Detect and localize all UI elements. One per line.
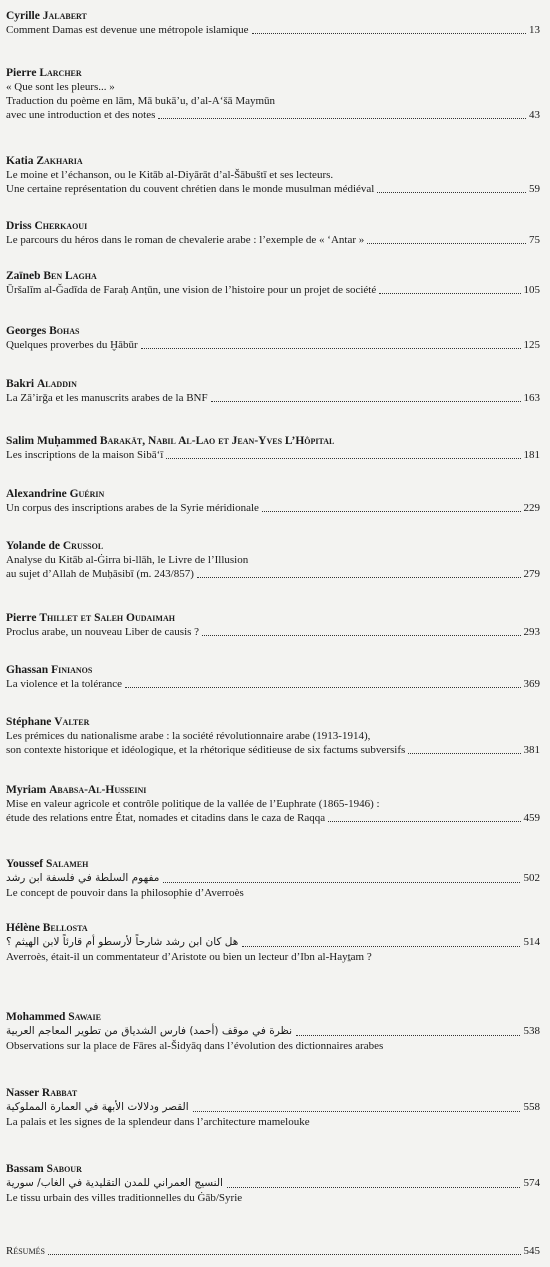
- page-number: 558: [523, 1101, 540, 1113]
- author-name: Georges Bohas: [6, 325, 80, 337]
- author-name: Ghassan Finianos: [6, 664, 93, 676]
- arabic-title-line: النسيج العمراني للمدن التقليدية في الغاب/ سورية 574: [6, 1177, 540, 1189]
- page-number: 59: [529, 183, 540, 195]
- author-name: Alexandrine Guérin: [6, 488, 105, 500]
- arabic-title-line: نظرة في موقف (أحمد) فارس الشدياق من تطوير المعاجم العربية 538: [6, 1025, 540, 1037]
- title-line: La Zā’irǧa et les manuscrits arabes de la BNF 163: [6, 392, 540, 404]
- toc-entry: [6, 67, 540, 122]
- title-line: Comment Damas est devenue une métropole islamique 13: [6, 24, 540, 36]
- title-line: La violence et la tolérance 369: [6, 678, 540, 690]
- toc-entry: [6, 784, 540, 825]
- author-name: Youssef Salameh: [6, 858, 89, 870]
- page-number: 43: [529, 109, 540, 121]
- page-number: 279: [523, 568, 540, 580]
- arabic-title-line: هل كان ابن رشد شارحاً لأرسطو أم قارئاً لابن الهيثم ؟ 514: [6, 936, 540, 948]
- toc-entry: [6, 488, 540, 515]
- page-number: 105: [523, 284, 540, 296]
- page-number: 502: [523, 872, 540, 884]
- author-name: Hélène Bellosta: [6, 922, 88, 934]
- page-number: 293: [523, 626, 540, 638]
- french-title-line: Le tissu urbain des villes traditionnelles du Ġāb/Syrie: [6, 1192, 243, 1204]
- title-line: Le parcours du héros dans le roman de chevalerie arabe : l’exemple de « ‘Antar » 75: [6, 234, 540, 246]
- toc-entry: [6, 270, 540, 297]
- author-name: Pierre Larcher: [6, 67, 82, 79]
- toc-entry: [6, 716, 540, 757]
- author-name: Cyrille Jalabert: [6, 10, 87, 22]
- french-title-line: Le concept de pouvoir dans la philosophie d’Averroès: [6, 887, 244, 899]
- toc-entry: [6, 10, 540, 37]
- page-number: 538: [523, 1025, 540, 1037]
- french-title-line: Observations sur la place de Fāres al-Šidyāq dans l’évolution des dictionnaires arabes: [6, 1040, 384, 1052]
- toc-entry-arabic: [6, 1087, 540, 1129]
- title-line: Mise en valeur agricole et contrôle politique de la vallée de l’Euphrate (1865-1946) :: [6, 798, 380, 810]
- title-line: au sujet d’Allah de Muḥāsibī (m. 243/857) 279: [6, 568, 540, 580]
- french-title-line: La palais et les signes de la splendeur dans l’architecture mamelouke: [6, 1116, 310, 1128]
- author-name: Salim Muḥammed Barakāt, Nabil Al-Lao et Jean-Yves L’Hôpital: [6, 435, 335, 447]
- page-number: 125: [523, 339, 540, 351]
- title-line: Ūršalīm al-Ǧadīda de Faraḥ Anṭūn, une vision de l’histoire pour un projet de société 105: [6, 284, 540, 296]
- author-name: Mohammed Sawaie: [6, 1011, 101, 1023]
- arabic-title-line: القصر ودلالات الأبهة في العمارة المملوكية 558: [6, 1101, 540, 1113]
- title-line: Quelques proverbes du Ḫābūr 125: [6, 339, 540, 351]
- author-name: Nasser Rabbat: [6, 1087, 78, 1099]
- toc-entry-arabic: [6, 1011, 540, 1053]
- author-name: Bakri Aladdin: [6, 378, 77, 390]
- toc-entry: [6, 220, 540, 247]
- title-line: Une certaine représentation du couvent chrétien dans le monde musulman médiéval 59: [6, 183, 540, 195]
- french-title-line: Averroès, était-il un commentateur d’Aristote ou bien un lecteur d’Ibn al-Hayṯam ?: [6, 951, 372, 963]
- page-number: 545: [523, 1245, 540, 1257]
- author-name: Pierre Thillet et Saleh Oudaimah: [6, 612, 175, 624]
- author-name: Bassam Sabour: [6, 1163, 82, 1175]
- toc-entry: [6, 540, 540, 581]
- title-line: « Que sont les pleurs... »: [6, 81, 115, 93]
- author-name: Stéphane Valter: [6, 716, 90, 728]
- author-name: Katia Zakharia: [6, 155, 83, 167]
- toc-entry-arabic: [6, 1163, 540, 1205]
- page-number: 369: [523, 678, 540, 690]
- toc-entry: [6, 612, 540, 639]
- title-line: Un corpus des inscriptions arabes de la Syrie méridionale 229: [6, 502, 540, 514]
- toc-entry-resumes: [6, 1244, 540, 1258]
- arabic-title-line: مفهوم السلطة في فلسفة ابن رشد 502: [6, 872, 540, 884]
- toc-entry-arabic: [6, 858, 540, 900]
- title-line: Proclus arabe, un nouveau Liber de causis ? 293: [6, 626, 540, 638]
- title-line: [6, 1244, 540, 1258]
- title-line: son contexte historique et idéologique, et la rhétorique séditieuse de six factums subversifs 381: [6, 744, 540, 756]
- page-number: 459: [523, 812, 540, 824]
- title-line: avec une introduction et des notes 43: [6, 109, 540, 121]
- page-number: 75: [529, 234, 540, 246]
- page-number: 229: [523, 502, 540, 514]
- author-name: Driss Cherkaoui: [6, 220, 88, 232]
- page-number: 181: [523, 449, 540, 461]
- page-number: 13: [529, 24, 540, 36]
- author-name: Myriam Ababsa-Al-Husseini: [6, 784, 147, 796]
- title-line: Analyse du Kitāb al-Ġirra bi-llāh, le Livre de l’Illusion: [6, 554, 249, 566]
- toc-entry: [6, 435, 540, 462]
- title-line: Les prémices du nationalisme arabe : la société révolutionnaire arabe (1913-1914),: [6, 730, 371, 742]
- author-name: Zaïneb Ben Lagha: [6, 270, 97, 282]
- page-number: 381: [523, 744, 540, 756]
- author-name: Yolande de Crussol: [6, 540, 104, 552]
- toc-entry: [6, 664, 540, 691]
- page-number: 574: [523, 1177, 540, 1189]
- toc-entry: [6, 378, 540, 405]
- title-line: Le moine et l’échanson, ou le Kitāb al-Diyārāt d’al-Šābuštī et ses lecteurs.: [6, 169, 334, 181]
- page-number: 163: [523, 392, 540, 404]
- resumes-label: Résumés: [6, 1245, 45, 1257]
- page-number: 514: [523, 936, 540, 948]
- toc-entry: [6, 325, 540, 352]
- title-line: Traduction du poème en lām, Mā bukā’u, d’al-A‘šā Maymūn: [6, 95, 276, 107]
- toc-entry: [6, 155, 540, 196]
- toc-entry-arabic: [6, 922, 540, 964]
- title-line: Les inscriptions de la maison Sibā‘ī 181: [6, 449, 540, 461]
- title-line: étude des relations entre État, nomades et citadins dans le caza de Raqqa 459: [6, 812, 540, 824]
